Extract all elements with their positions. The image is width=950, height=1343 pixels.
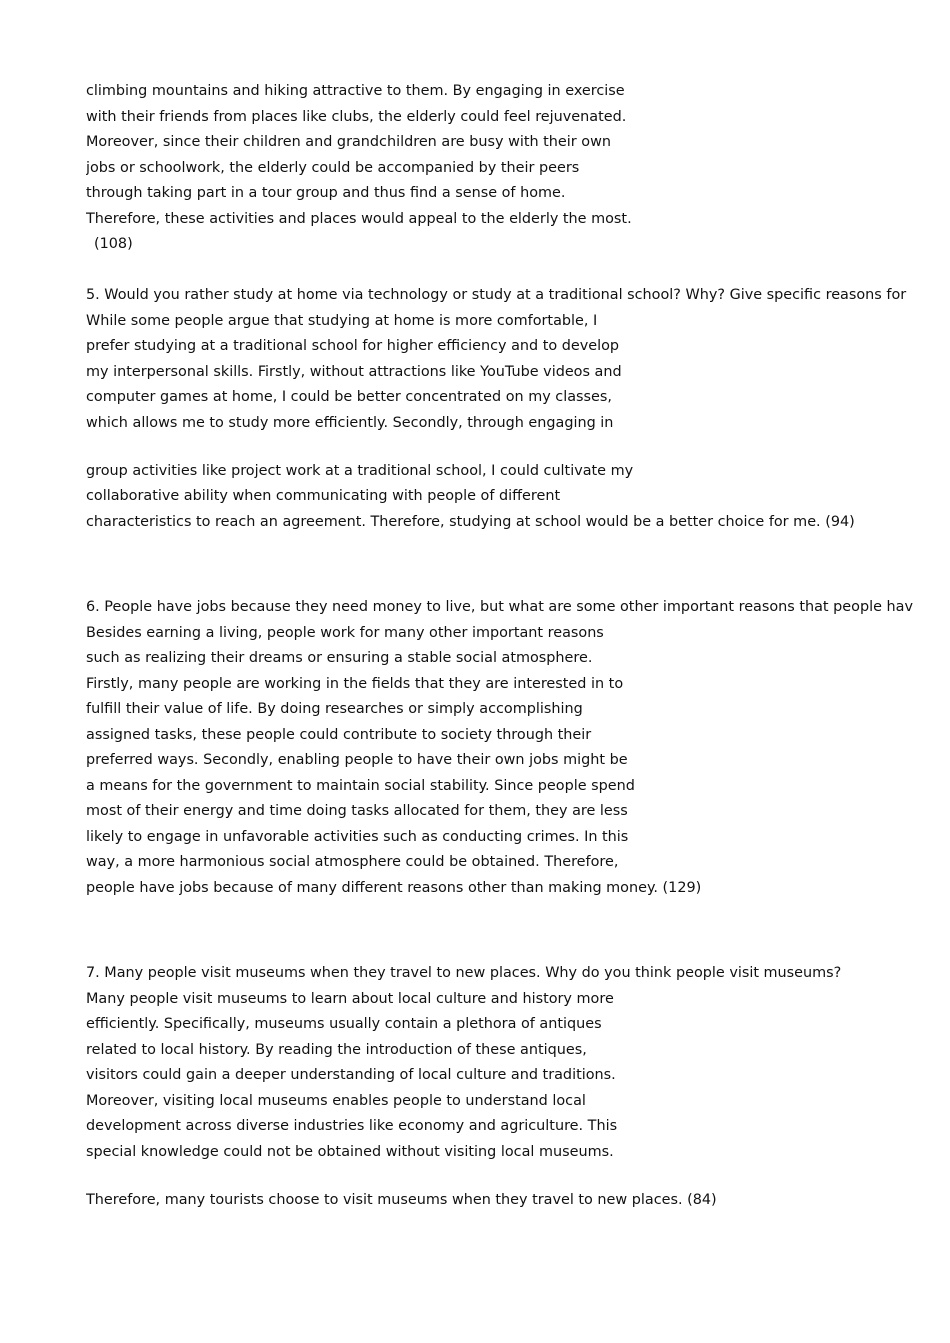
answer-line: visitors could gain a deeper understanding of local culture and traditions. [86, 1067, 616, 1083]
answer-line: Moreover, visiting local museums enables people to understand local [86, 1092, 586, 1109]
answer-line: efficiently. Specifically, museums usually contain a plethora of antiques [86, 1016, 602, 1032]
answer-line: characteristics to reach an agreement. Therefore, studying at school would be a better choice for me. (94) [86, 513, 855, 530]
answer-line: Firstly, many people are working in the fields that they are interested in to [86, 675, 624, 692]
answer-line: computer games at home, I could be better concentrated on my classes, [86, 389, 612, 405]
answer-line: such as realizing their dreams or ensuring a stable social atmosphere. [86, 650, 593, 666]
answer-line: Therefore, these activities and places would appeal to the elderly the most. [86, 210, 632, 227]
answer-line: Many people visit museums to learn about local culture and history more [86, 990, 614, 1007]
spacer [86, 436, 946, 459]
section-6 [86, 595, 946, 901]
answer-line: jobs or schoolwork, the elderly could be accompanied by their peers [86, 159, 580, 176]
answer-line: climbing mountains and hiking attractive to them. By engaging in exercise [86, 83, 625, 99]
question-7: 7. Many people visit museums when they travel to new places. Why do you think people visit museums? [86, 965, 842, 981]
spacer [86, 258, 946, 284]
answer-line: group activities like project work at a traditional school, I could cultivate my [86, 462, 634, 479]
document-page [86, 79, 946, 1213]
question-6: 6. People have jobs because they need money to live, but what are some other important reasons that people hav [86, 599, 913, 615]
answer-line: fulfill their value of life. By doing researches or simply accomplishing [86, 701, 583, 717]
answer-line: people have jobs because of many different reasons other than making money. (129) [86, 879, 702, 896]
answer-line: Besides earning a living, people work for many other important reasons [86, 624, 604, 641]
answer-line: which allows me to study more efficiently. Secondly, through engaging in [86, 414, 614, 431]
answer-line: assigned tasks, these people could contribute to society through their [86, 726, 592, 743]
spacer [86, 1165, 946, 1188]
answer-line: prefer studying at a traditional school for higher efficiency and to develop [86, 338, 620, 354]
answer-line: collaborative ability when communicating with people of different [86, 488, 561, 504]
section-4-answer [86, 79, 946, 258]
answer-line: development across diverse industries like economy and agriculture. This [86, 1118, 618, 1134]
answer-line: Moreover, since their children and grandchildren are busy with their own [86, 134, 611, 150]
section-5 [86, 283, 946, 535]
answer-line: through taking part in a tour group and thus find a sense of home. [86, 185, 566, 201]
answer-line: While some people argue that studying at home is more comfortable, I [86, 312, 598, 329]
answer-line: likely to engage in unfavorable activities such as conducting crimes. In this [86, 828, 629, 845]
question-5: 5. Would you rather study at home via technology or study at a traditional school? Why? Give specific reasons for [86, 287, 907, 303]
answer-line: a means for the government to maintain social stability. Since people spend [86, 777, 635, 794]
answer-line: way, a more harmonious social atmosphere could be obtained. Therefore, [86, 854, 619, 870]
answer-line: my interpersonal skills. Firstly, without attractions like YouTube videos and [86, 363, 622, 380]
answer-line: Therefore, many tourists choose to visit museums when they travel to new places. (84) [86, 1191, 717, 1208]
spacer [86, 535, 946, 595]
spacer [86, 901, 946, 961]
answer-line: with their friends from places like clubs, the elderly could feel rejuvenated. [86, 108, 627, 125]
answer-line: most of their energy and time doing tasks allocated for them, they are less [86, 803, 628, 819]
word-count: (108) [94, 236, 133, 252]
section-7 [86, 961, 946, 1213]
answer-line: related to local history. By reading the introduction of these antiques, [86, 1041, 587, 1058]
answer-line: special knowledge could not be obtained without visiting local museums. [86, 1143, 614, 1160]
answer-line: preferred ways. Secondly, enabling people to have their own jobs might be [86, 752, 628, 768]
